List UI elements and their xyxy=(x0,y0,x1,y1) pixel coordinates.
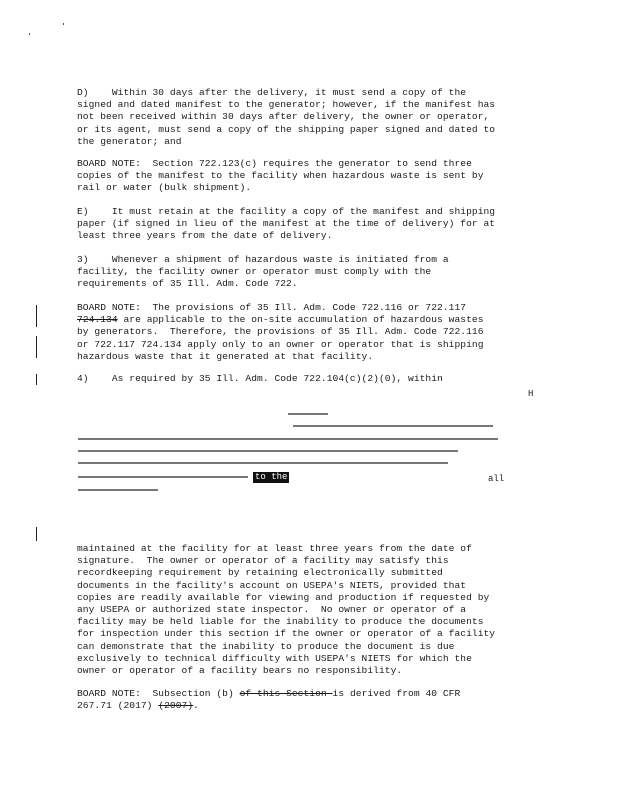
change-bar xyxy=(36,336,37,358)
board-note-2 xyxy=(77,302,547,363)
margin-letter: H xyxy=(528,389,534,399)
scan-speck xyxy=(63,23,64,25)
paragraph-continued: maintained at the facility for at least three years from the date of signature. The owner or operator of a facility may satisfy this recordkeeping requirement by retaining electronically submitted documents in the facility's account on USEPA's NIETS, provided that copies are readily available for viewing and production if requested by any USEPA or authorized state inspector. No owner or operator of a facility may be held liable for the inability to produce the documents for inspection under this section if the owner or operator of a facility can demonstrate that the inability to produce the document is due exclusively to technical difficulty with USEPA's NIETS for which the owner or operator of a facility bears no responsibility. xyxy=(77,543,496,677)
board-note-1: BOARD NOTE: Section 722.123(c) requires the generator to send three copies of the manifest to the facility when hazardous waste is sent by rail or water (bulk shipment). xyxy=(77,158,484,194)
board-note-3-text-a: BOARD NOTE: Subsection (b) xyxy=(77,688,240,699)
fragment-text: all xyxy=(488,474,505,484)
change-bar xyxy=(36,305,37,327)
degraded-text-region xyxy=(78,405,518,495)
paragraph-e: E) It must retain at the facility a copy of the manifest and shipping paper (if signed in lieu of the manifest at the time of delivery) for at least three years from the date of delivery. xyxy=(77,206,496,242)
paragraph-4-partial: 4) As required by 35 Ill. Adm. Code 722.104(c)(2)(0), within xyxy=(77,373,443,384)
change-bar xyxy=(36,527,37,541)
board-note-2-text-b: are applicable to the on-site accumulation of hazardous wastes by generators. Therefore, the provisions of 35 Ill. Adm. Code 722.116 or 722.117 724.134 apply only to an owner or operator that is shipping hazardous waste that it generated at that facility. xyxy=(77,314,484,362)
change-bar xyxy=(36,374,37,385)
board-note-2-text-a: BOARD NOTE: The provisions of 35 Ill. Adm. Code 722.116 or 722.117 xyxy=(77,302,467,313)
board-note-3-text-c: . xyxy=(193,700,199,712)
paragraph-3: 3) Whenever a shipment of hazardous waste is initiated from a facility, the facility owner or operator must comply with the requirements of 35 Ill. Adm. Code 722. xyxy=(77,254,449,290)
board-note-3-text-b: is derived from 40 CFR 267.71 (2017) xyxy=(77,688,461,712)
paragraph-d: D) Within 30 days after the delivery, it must send a copy of the signed and dated manifest to the generator; however, if the manifest has not been received within 30 days after delivery, the owner or operator, or its agent, must send a copy of the shipping paper signed and dated to the generator; and xyxy=(77,87,496,147)
highlighted-text: to the xyxy=(255,472,288,482)
struck-text: of this Section xyxy=(239,688,333,699)
board-note-3 xyxy=(77,688,547,712)
struck-text: (2007) xyxy=(158,700,194,712)
scan-speck xyxy=(29,33,30,35)
struck-text: 724.134 xyxy=(77,314,118,326)
